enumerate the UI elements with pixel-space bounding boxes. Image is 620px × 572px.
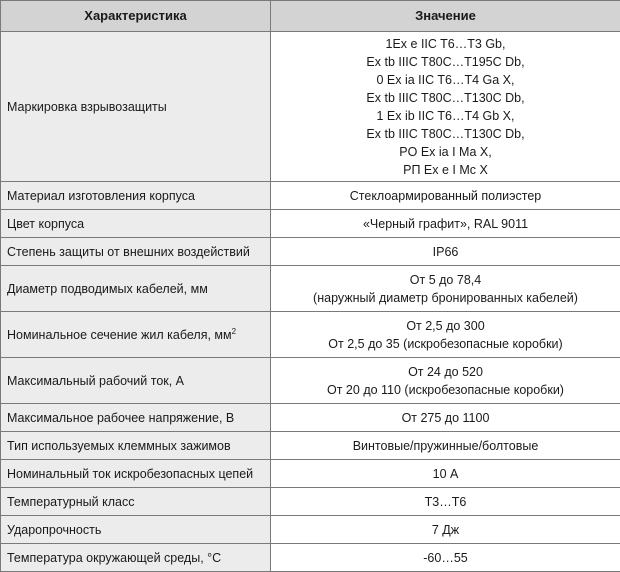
value-line: Ex tb IIIC T80C…T130C Db, — [277, 125, 614, 143]
table-header-row — [1, 1, 620, 32]
row-label: Максимальный рабочий ток, А — [1, 358, 271, 404]
row-value: Винтовые/пружинные/болтовые — [271, 432, 620, 460]
row-value: 10 А — [271, 460, 620, 488]
value-line: От 2,5 до 35 (искробезопасные коробки) — [277, 335, 614, 353]
table-row — [1, 182, 620, 210]
table-row — [1, 516, 620, 544]
row-label: Тип используемых клеммных зажимов — [1, 432, 271, 460]
row-value: IP66 — [271, 238, 620, 266]
table-row — [1, 460, 620, 488]
row-value: Т3…Т6 — [271, 488, 620, 516]
row-value — [271, 266, 620, 312]
row-value: -60…55 — [271, 544, 620, 572]
value-line: От 2,5 до 300 — [277, 317, 614, 335]
row-label: Диаметр подводимых кабелей, мм — [1, 266, 271, 312]
table-row — [1, 266, 620, 312]
row-label: Номинальный ток искробезопасных цепей — [1, 460, 271, 488]
table-row — [1, 544, 620, 572]
row-label — [1, 312, 271, 358]
value-line: От 20 до 110 (искробезопасные коробки) — [277, 381, 614, 399]
row-value: От 275 до 1100 — [271, 404, 620, 432]
value-line: PП Ex e I Mc X — [277, 161, 614, 179]
row-label: Степень защиты от внешних воздействий — [1, 238, 271, 266]
row-value — [271, 32, 620, 182]
table-row — [1, 432, 620, 460]
table-row — [1, 210, 620, 238]
header-value: Значение — [271, 1, 620, 32]
value-line: Ex tb IIIC T80C…T195C Db, — [277, 53, 614, 71]
header-characteristic: Характеристика — [1, 1, 271, 32]
value-line: (наружный диаметр бронированных кабелей) — [277, 289, 614, 307]
value-line: PO Ex ia I Ma X, — [277, 143, 614, 161]
value-line: 1Ex e IIC T6…T3 Gb, — [277, 35, 614, 53]
row-value: 7 Дж — [271, 516, 620, 544]
label-superscript: 2 — [232, 326, 236, 335]
row-label: Маркировка взрывозащиты — [1, 32, 271, 182]
value-line: Ex tb IIIC T80C…T130C Db, — [277, 89, 614, 107]
value-line: От 24 до 520 — [277, 363, 614, 381]
label-text: Номинальное сечение жил кабеля, мм — [7, 328, 232, 342]
row-value — [271, 312, 620, 358]
row-value: «Черный графит», RAL 9011 — [271, 210, 620, 238]
value-line: От 5 до 78,4 — [277, 271, 614, 289]
table-row — [1, 312, 620, 358]
row-label: Материал изготовления корпуса — [1, 182, 271, 210]
row-label: Максимальное рабочее напряжение, В — [1, 404, 271, 432]
row-value — [271, 358, 620, 404]
table-row — [1, 238, 620, 266]
value-line: 0 Ex ia IIC T6…T4 Ga X, — [277, 71, 614, 89]
table-row — [1, 404, 620, 432]
table-row — [1, 488, 620, 516]
row-label: Ударопрочность — [1, 516, 271, 544]
row-label: Температура окружающей среды, °С — [1, 544, 271, 572]
row-label: Цвет корпуса — [1, 210, 271, 238]
row-value: Стеклоармированный полиэстер — [271, 182, 620, 210]
table-row — [1, 358, 620, 404]
table-row — [1, 32, 620, 182]
row-label: Температурный класс — [1, 488, 271, 516]
value-line: 1 Ex ib IIC T6…T4 Gb X, — [277, 107, 614, 125]
